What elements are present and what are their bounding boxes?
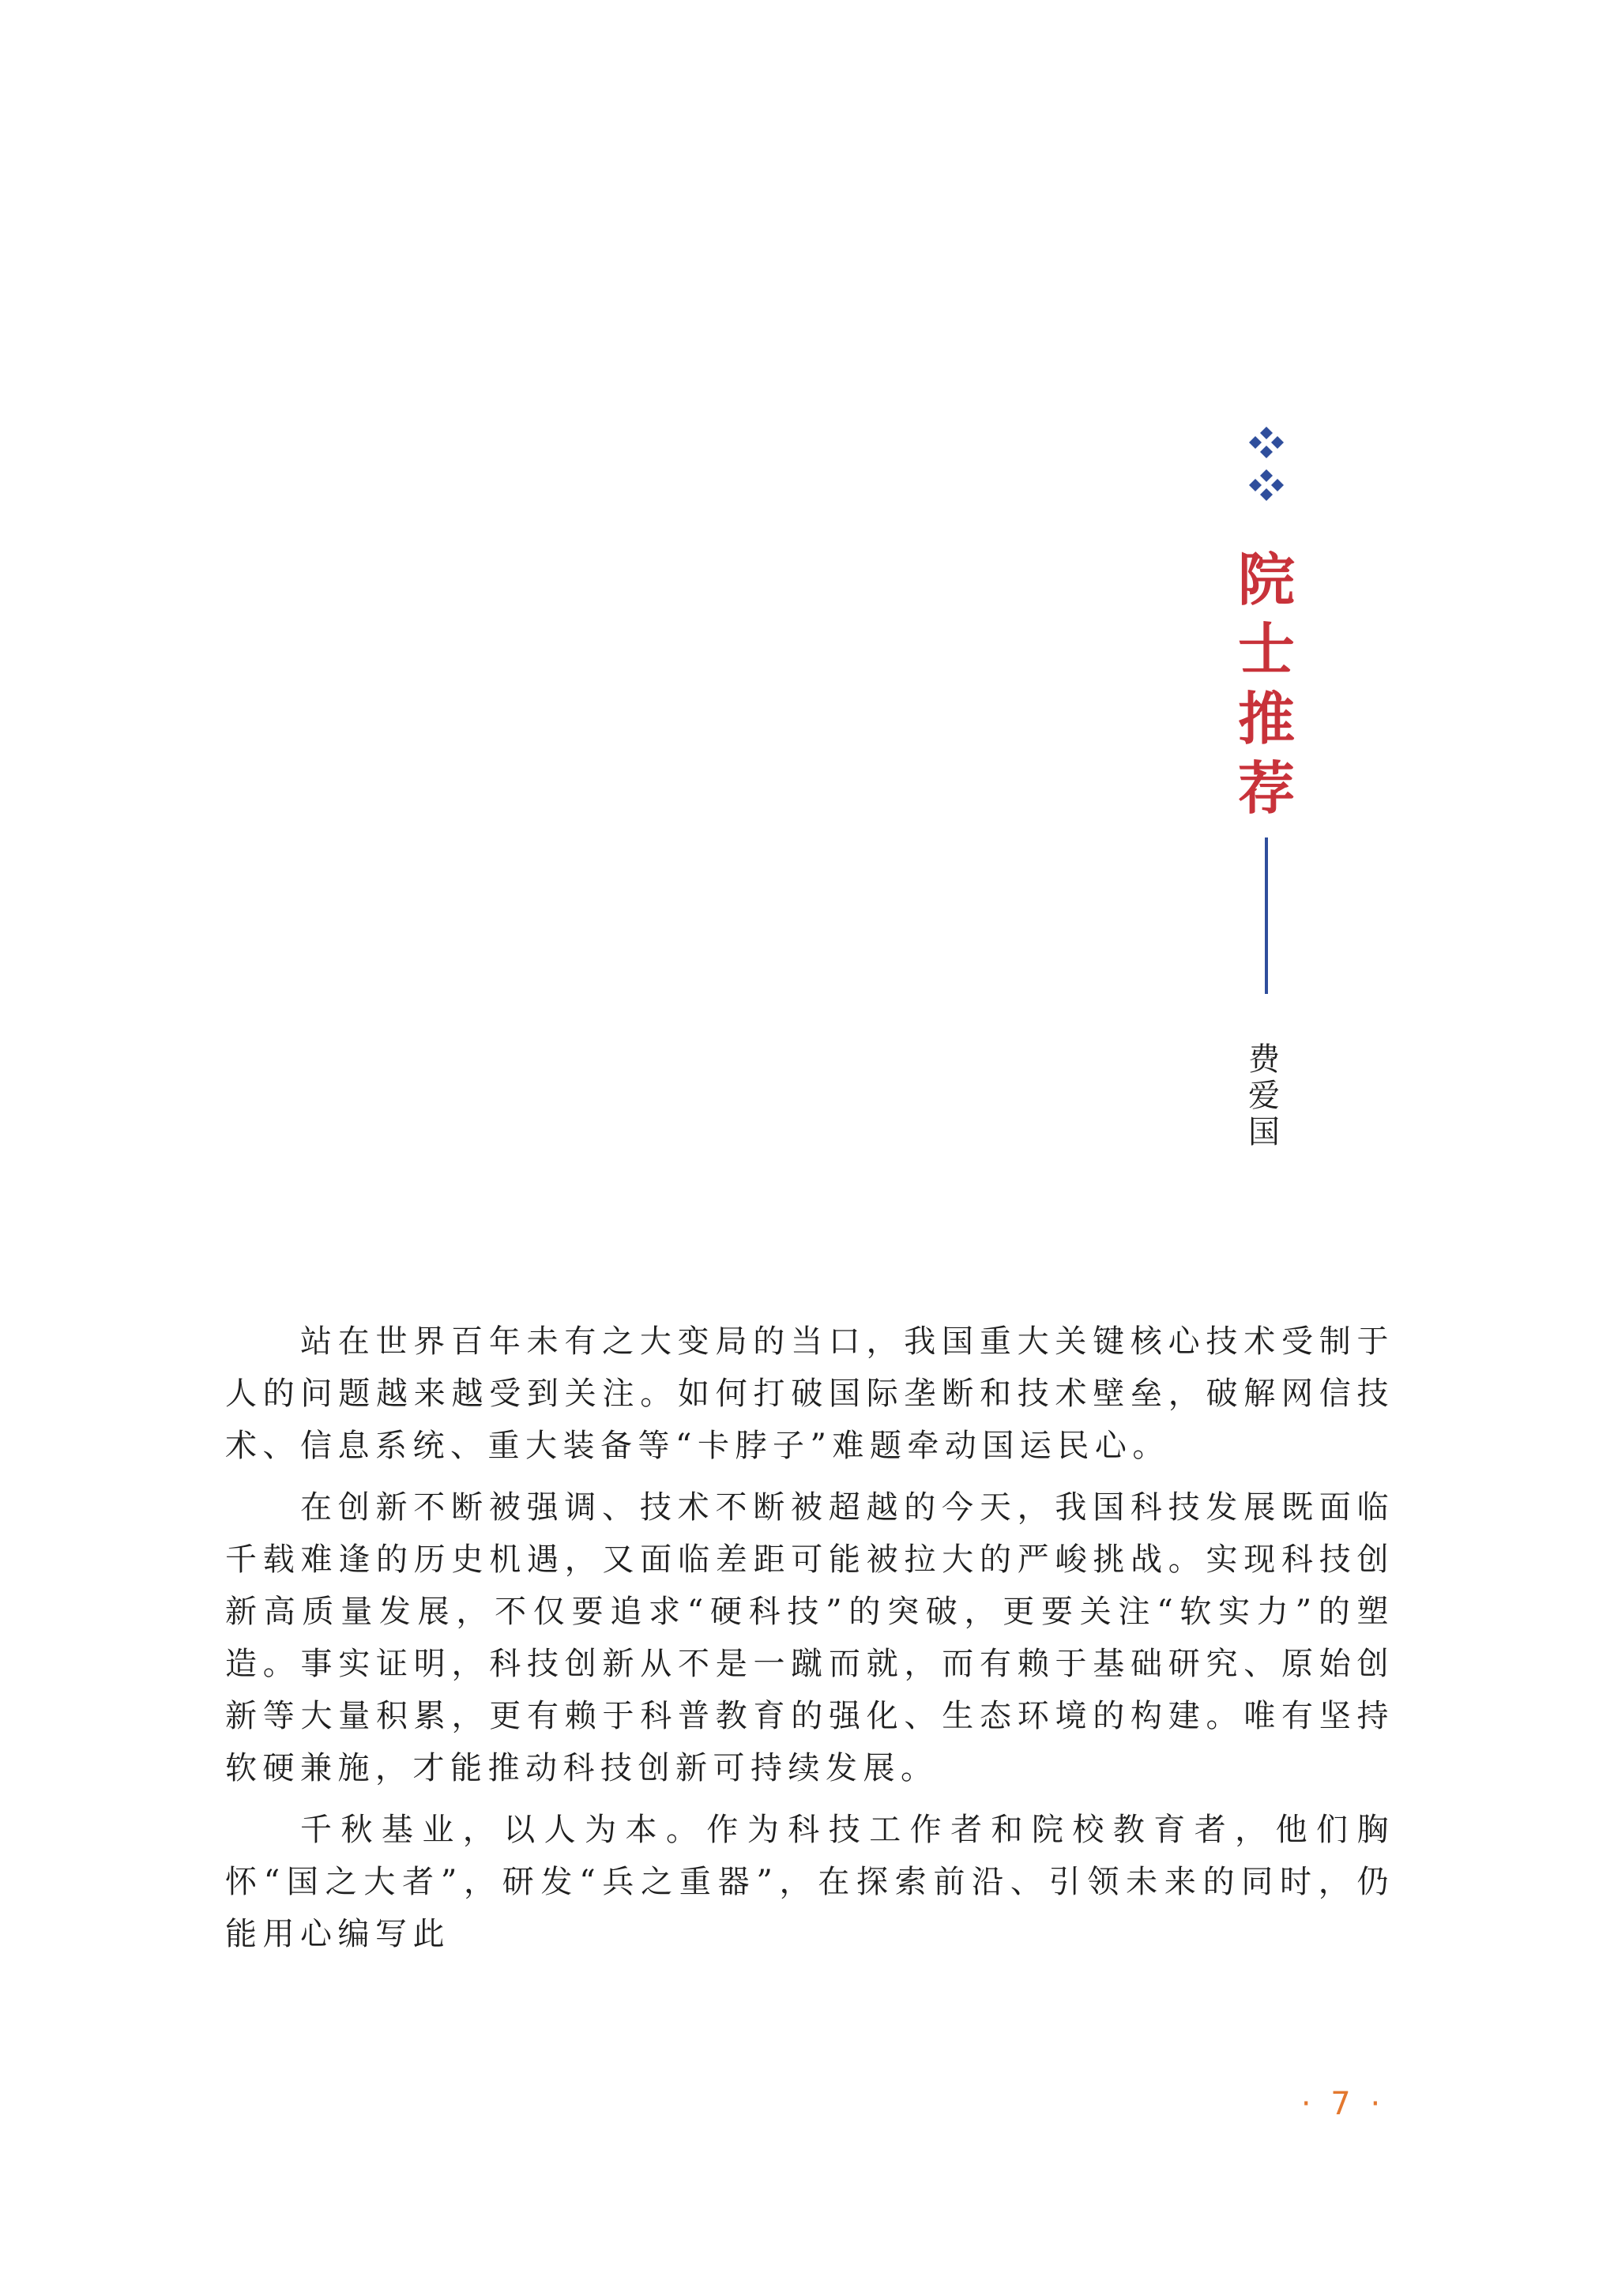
section-title <box>1232 545 1300 823</box>
paragraph: 在创新不断被强调、技术不断被超越的今天，我国科技发展既面临千载难逢的历史机遇，又面临差距可能被拉大的严峻挑战。实现科技创新高质量发展，不仅要追求“硬科技”的突破，更要关注“软实力”的塑造。事实证明，科技创新从不是一蹴而就，而有赖于基础研究、原始创新等大量积累，更有赖于科普教育的强化、生态环境的构建。唯有坚持软硬兼施，才能推动科技创新可持续发展。 <box>225 1489 1394 1786</box>
vertical-divider <box>1265 837 1268 994</box>
section-title-char: 士 <box>1237 615 1295 683</box>
author-char: 费 <box>1248 1041 1280 1078</box>
section-title-char: 院 <box>1237 546 1295 613</box>
section-title-char: 荐 <box>1237 755 1295 822</box>
diamond-ornament-icon <box>1247 425 1286 502</box>
author-name <box>1242 1041 1286 1150</box>
paragraph: 站在世界百年未有之大变局的当口，我国重大关键核心技术受制于人的问题越来越受到关注。如何打破国际垄断和技术壁垒，破解网信技术、信息系统、重大装备等“卡脖子”难题牵动国运民心。 <box>225 1323 1394 1464</box>
diamond-cluster-icon-bottom <box>1247 468 1286 502</box>
paragraph: 千秋基业，以人为本。作为科技工作者和院校教育者，他们胸怀“国之大者”，研发“兵之重器”，在探索前沿、引领未来的同时，仍能用心编写此 <box>225 1812 1394 1952</box>
author-char: 爱 <box>1248 1078 1280 1114</box>
author-char: 国 <box>1248 1114 1280 1150</box>
section-title-char: 推 <box>1237 685 1295 752</box>
body-text <box>225 1315 1394 1970</box>
diamond-cluster-icon-top <box>1247 425 1286 460</box>
page-number: · 7 · <box>1300 2086 1386 2122</box>
